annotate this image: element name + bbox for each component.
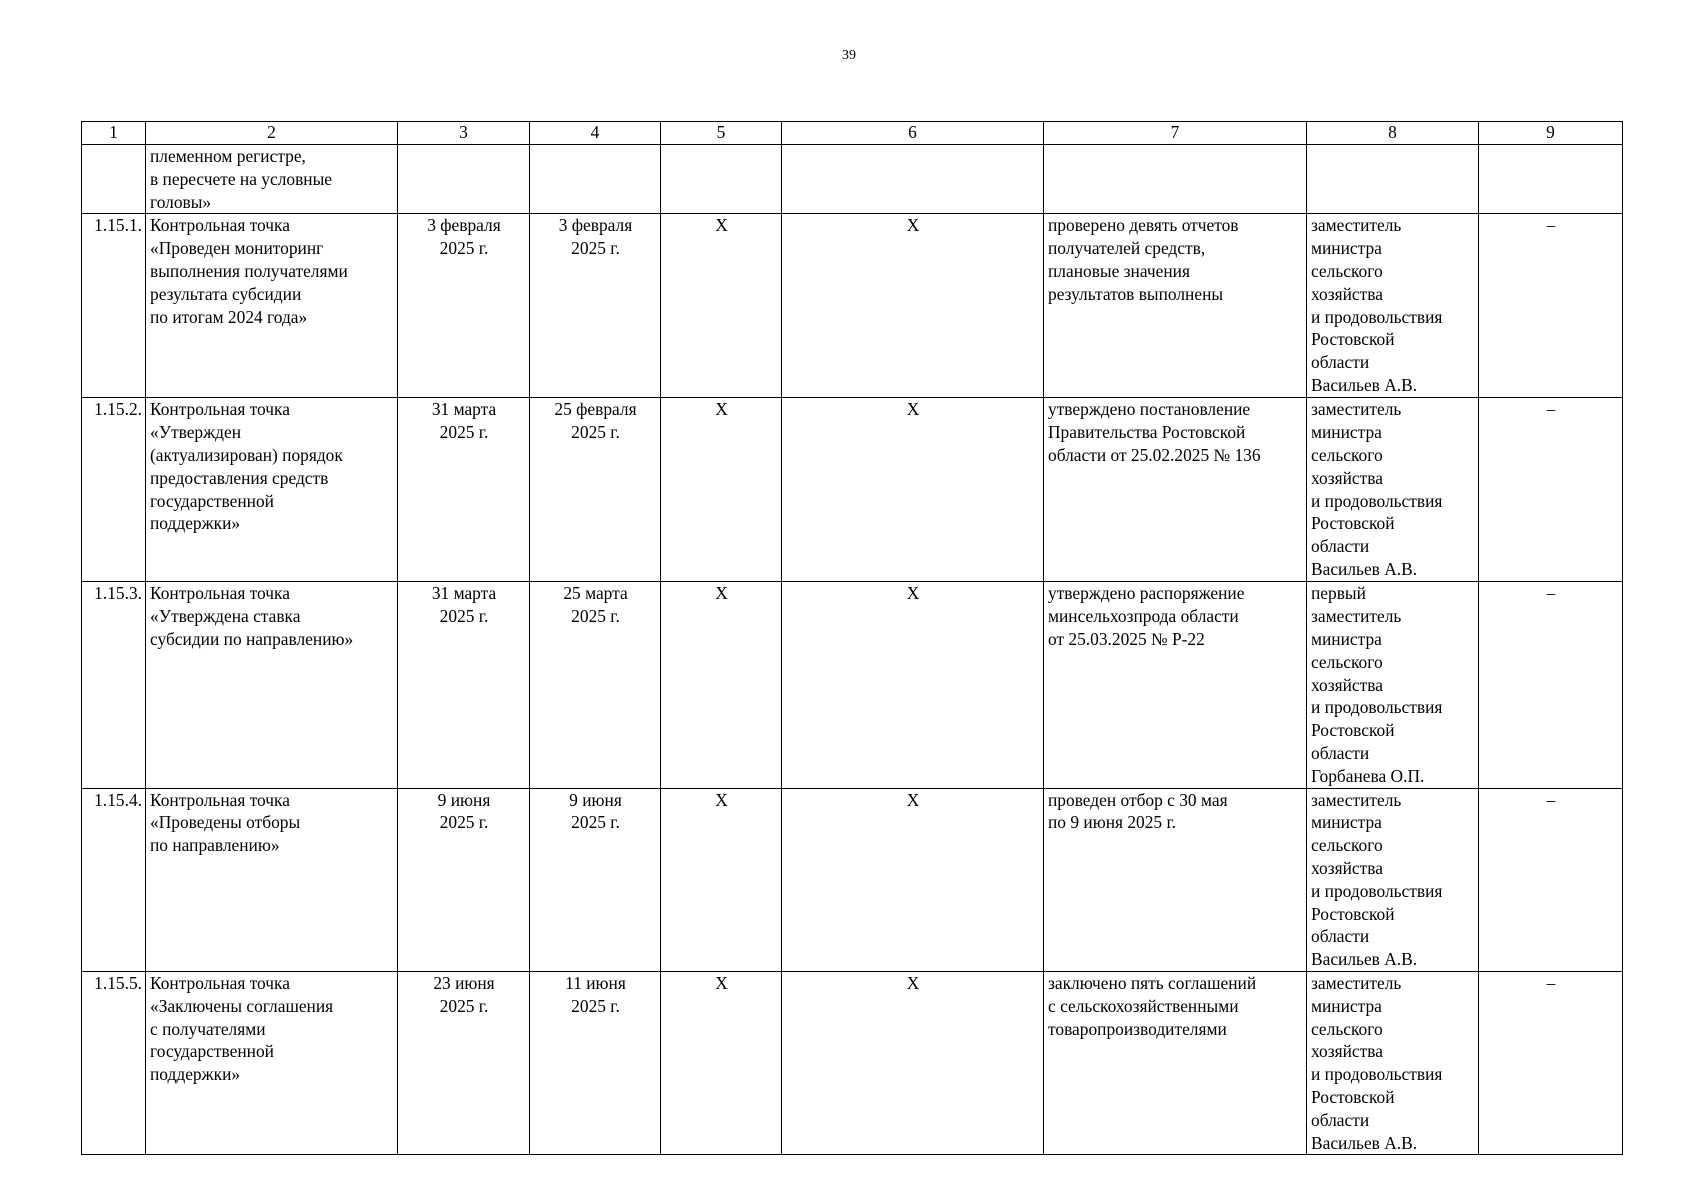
column-header: 4 — [530, 122, 661, 145]
cell-date-fact: 25 марта 2025 г. — [530, 582, 661, 788]
cell-date-fact: 9 июня 2025 г. — [530, 788, 661, 971]
cell-number — [82, 145, 146, 214]
cell-date-plan: 9 июня 2025 г. — [398, 788, 530, 971]
cell-date-plan: 31 марта 2025 г. — [398, 582, 530, 788]
cell-date-fact — [530, 145, 661, 214]
column-header: 9 — [1479, 122, 1623, 145]
cell-col6 — [782, 145, 1044, 214]
cell-responsible: заместитель министра сельского хозяйства и продовольствия Ростовской области Васильев А.В. — [1307, 214, 1479, 398]
cell-info: утверждено распоряжение минсельхозпрода области от 25.03.2025 № Р-22 — [1044, 582, 1307, 788]
table-row — [82, 214, 1623, 398]
cell-date-fact: 25 февраля 2025 г. — [530, 398, 661, 582]
cell-name: Контрольная точка «Утверждена ставка субсидии по направлению» — [146, 582, 398, 788]
cell-name: Контрольная точка «Утвержден (актуализирован) порядок предоставления средств государственной поддержки» — [146, 398, 398, 582]
cell-responsible: заместитель министра сельского хозяйства и продовольствия Ростовской области Васильев А.В. — [1307, 788, 1479, 971]
cell-date-plan — [398, 145, 530, 214]
column-header: 2 — [146, 122, 398, 145]
column-header: 5 — [661, 122, 782, 145]
table-row — [82, 971, 1623, 1154]
cell-date-fact: 3 февраля 2025 г. — [530, 214, 661, 398]
cell-info: утверждено постановление Правительства Ростовской области от 25.02.2025 № 136 — [1044, 398, 1307, 582]
column-header: 6 — [782, 122, 1044, 145]
cell-responsible — [1307, 145, 1479, 214]
column-header: 3 — [398, 122, 530, 145]
column-header: 1 — [82, 122, 146, 145]
column-header: 8 — [1307, 122, 1479, 145]
cell-col5: Х — [661, 788, 782, 971]
cell-col9 — [1479, 145, 1623, 214]
cell-info — [1044, 145, 1307, 214]
cell-col9: – — [1479, 971, 1623, 1154]
cell-col5: Х — [661, 582, 782, 788]
cell-col6: Х — [782, 971, 1044, 1154]
cell-date-plan: 3 февраля 2025 г. — [398, 214, 530, 398]
cell-col5: Х — [661, 971, 782, 1154]
cell-responsible: заместитель министра сельского хозяйства и продовольствия Ростовской области Васильев А.В. — [1307, 971, 1479, 1154]
cell-info: заключено пять соглашений с сельскохозяйственными товаропроизводителями — [1044, 971, 1307, 1154]
cell-date-plan: 23 июня 2025 г. — [398, 971, 530, 1154]
cell-responsible: заместитель министра сельского хозяйства и продовольствия Ростовской области Васильев А.В. — [1307, 398, 1479, 582]
cell-col9: – — [1479, 398, 1623, 582]
cell-col9: – — [1479, 788, 1623, 971]
cell-info: проверено девять отчетов получателей средств, плановые значения результатов выполнены — [1044, 214, 1307, 398]
cell-col6: Х — [782, 788, 1044, 971]
cell-col5 — [661, 145, 782, 214]
cell-name: Контрольная точка «Проведены отборы по направлению» — [146, 788, 398, 971]
cell-col6: Х — [782, 582, 1044, 788]
table-row-continuation — [82, 145, 1623, 214]
cell-col5: Х — [661, 398, 782, 582]
column-number-row — [82, 122, 1623, 145]
table-row — [82, 788, 1623, 971]
cell-date-fact: 11 июня 2025 г. — [530, 971, 661, 1154]
cell-number: 1.15.5. — [82, 971, 146, 1154]
control-points-table — [81, 121, 1623, 1155]
cell-name: племенном регистре, в пересчете на условные головы» — [146, 145, 398, 214]
cell-responsible: первый заместитель министра сельского хозяйства и продовольствия Ростовской области Горбанева О.П. — [1307, 582, 1479, 788]
cell-col9: – — [1479, 214, 1623, 398]
cell-name: Контрольная точка «Проведен мониторинг выполнения получателями результата субсидии по итогам 2024 года» — [146, 214, 398, 398]
cell-col5: Х — [661, 214, 782, 398]
cell-col6: Х — [782, 214, 1044, 398]
cell-number: 1.15.2. — [82, 398, 146, 582]
cell-number: 1.15.1. — [82, 214, 146, 398]
page-number: 39 — [842, 48, 856, 63]
cell-date-plan: 31 марта 2025 г. — [398, 398, 530, 582]
cell-info: проведен отбор с 30 мая по 9 июня 2025 г. — [1044, 788, 1307, 971]
cell-name: Контрольная точка «Заключены соглашения с получателями государственной поддержки» — [146, 971, 398, 1154]
column-header: 7 — [1044, 122, 1307, 145]
table-row — [82, 398, 1623, 582]
cell-col6: Х — [782, 398, 1044, 582]
cell-number: 1.15.4. — [82, 788, 146, 971]
cell-col9: – — [1479, 582, 1623, 788]
table-row — [82, 582, 1623, 788]
cell-number: 1.15.3. — [82, 582, 146, 788]
